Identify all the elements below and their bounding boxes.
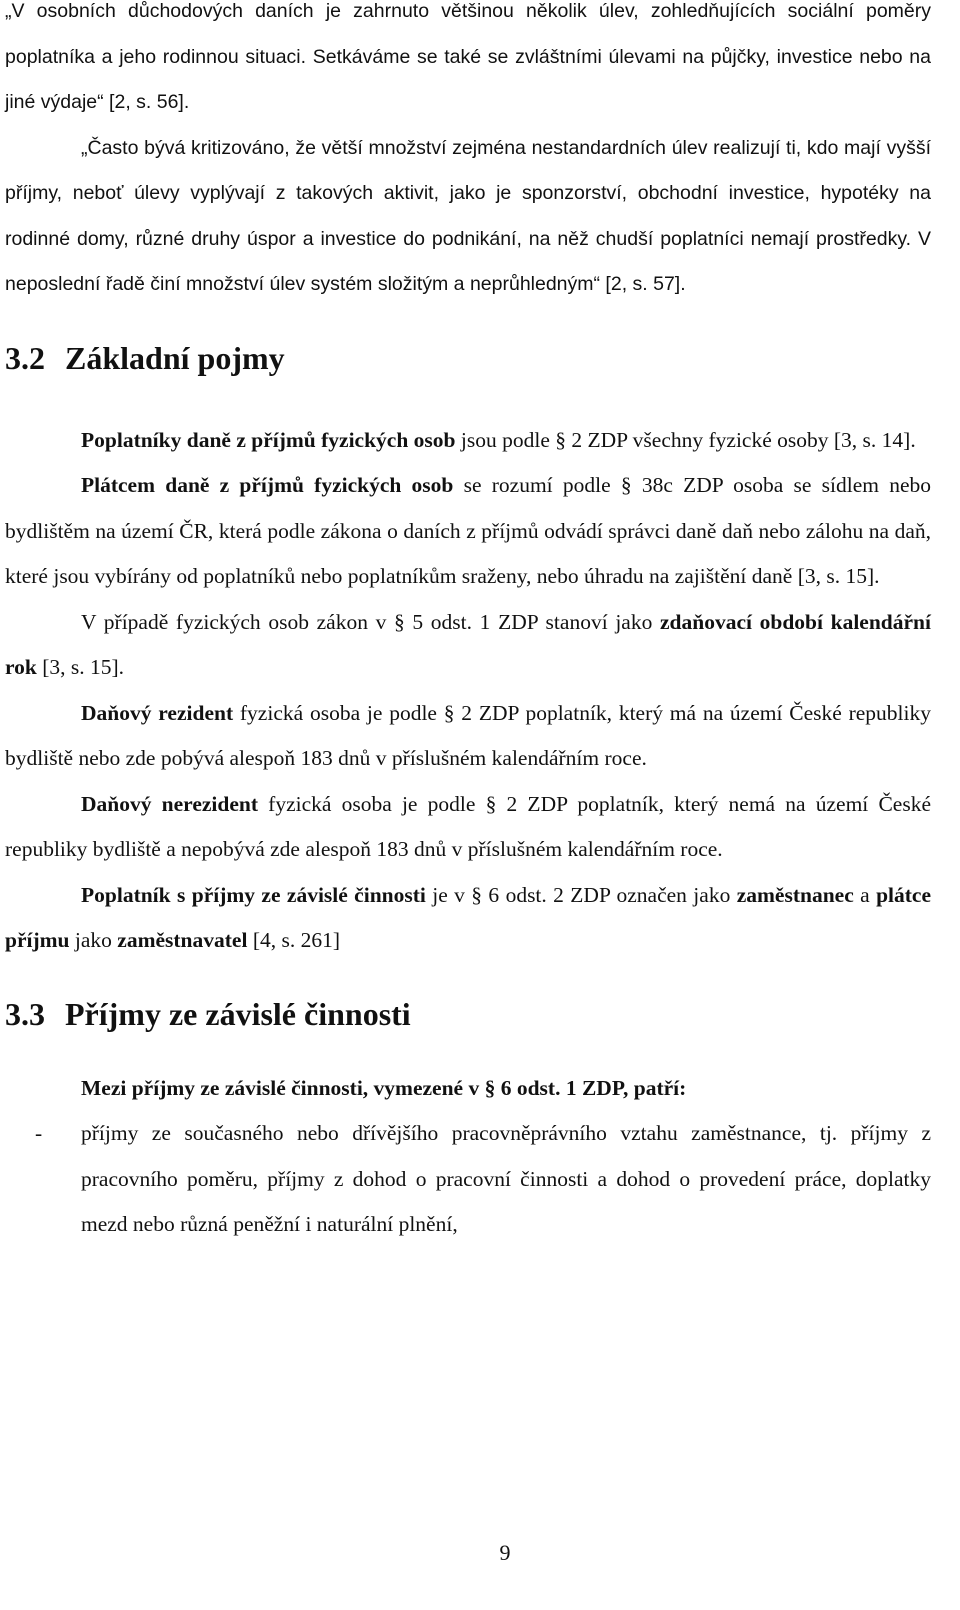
paragraph-quote-1: „V osobních důchodových daních je zahrnuto většinou několik úlev, zohledňujících sociální poměry poplatníka a jeho rodinnou situaci. Setkáváme se také se zvláštními úlevami na půjčky, investice nebo na jiné výdaje“ [2, s. 56]. [5,0,931,113]
section-heading-3-2 [5,338,931,378]
paragraph-quote-2: „Často bývá kritizováno, že větší množství zejména nestandardních úlev realizují ti, kdo mají vyšší příjmy, neboť úlevy vyplývají z takových aktivit, jako je sponzorství, obchodní investice, hypotéky na rodinné domy, různé druhy úspor a investice do podnikání, na něž chudší poplatníci nemají prostředky. V neposlední řadě činí množství úlev systém složitým a neprůhledným“ [2, s. 57]. [5,136,931,295]
section-title: Základní pojmy [65,339,285,376]
term-poplatnici: Poplatníky daně z příjmů fyzických osob [81,427,456,452]
paragraph-zamestnanec: Poplatník s příjmy ze závislé činnosti je v § 6 odst. 2 ZDP označen jako zaměstnanec a plátce příjmu jako zaměstnavatel [4, s. 261] [5,882,932,952]
term-nerezident: Daňový nerezident [81,791,258,816]
paragraph-rezident: Daňový rezident fyzická osoba je podle § 2 ZDP poplatník, který má na území České republiky bydliště nebo zde pobývá alespoň 183 dnů v příslušném kalendářním roce. [5,700,931,770]
section-heading-3-3 [5,994,931,1034]
section-title: Příjmy ze závislé činnosti [65,995,411,1032]
paragraph-poplatnici: Poplatníky daně z příjmů fyzických osob jsou podle § 2 ZDP všechny fyzické osoby [3, s. 14]. [81,427,916,452]
list-item-text: příjmy ze současného nebo dřívějšího pracovněprávního vztahu zaměstnance, tj. příjmy z pracovního poměru, příjmy z dohod o pracovní činnosti a dohod o provedení práce, doplatky mezd nebo různá peněžní i naturální plnění, [81,1121,931,1236]
paragraph-zdanovaci-obdobi: V případě fyzických osob zákon v § 5 odst. 1 ZDP stanoví jako zdaňovací období kalendářní rok [3, s. 15]. [5,609,931,679]
term-platce: Plátcem daně z příjmů fyzických osob [81,473,454,497]
list-item [5,1111,931,1248]
page-number: 9 [499,1540,511,1565]
document-page [5,0,931,1248]
term-zamestnanec: zaměstnanec [736,882,854,907]
term-poplatnik-zavisla: Poplatník s příjmy ze závislé činnosti [81,882,426,907]
term-zdanovaci-obdobi: zdaňovací období kalendářní rok [5,609,931,679]
paragraph-platce: Plátcem daně z příjmů fyzických osob se rozumí podle § 38c ZDP osoba se sídlem nebo bydlištěm na území ČR, která podle zákona o daních z příjmů odvádí správci daně daň nebo zálohu na daň, které jsou vybírány od poplatníků nebo poplatníkům sraženy, nebo úhradu na zajištění daně [3, s. 15]. [5,473,931,588]
term-rezident: Daňový rezident [81,700,234,725]
paragraph-nerezident: Daňový nerezident fyzická osoba je podle § 2 ZDP poplatník, který nemá na území České republiky bydliště a nepobývá zde alespoň 183 dnů v příslušném kalendářním roce. [5,791,931,861]
term-platce-prijmu: plátce příjmu [5,882,932,952]
list-intro: Mezi příjmy ze závislé činnosti, vymezené v § 6 odst. 1 ZDP, patří: [81,1075,687,1100]
term-zamestnavatel: zaměstnavatel [117,928,248,952]
section-number: 3.2 [5,339,45,376]
list-dash: - [35,1121,43,1145]
section-number: 3.3 [5,995,45,1032]
